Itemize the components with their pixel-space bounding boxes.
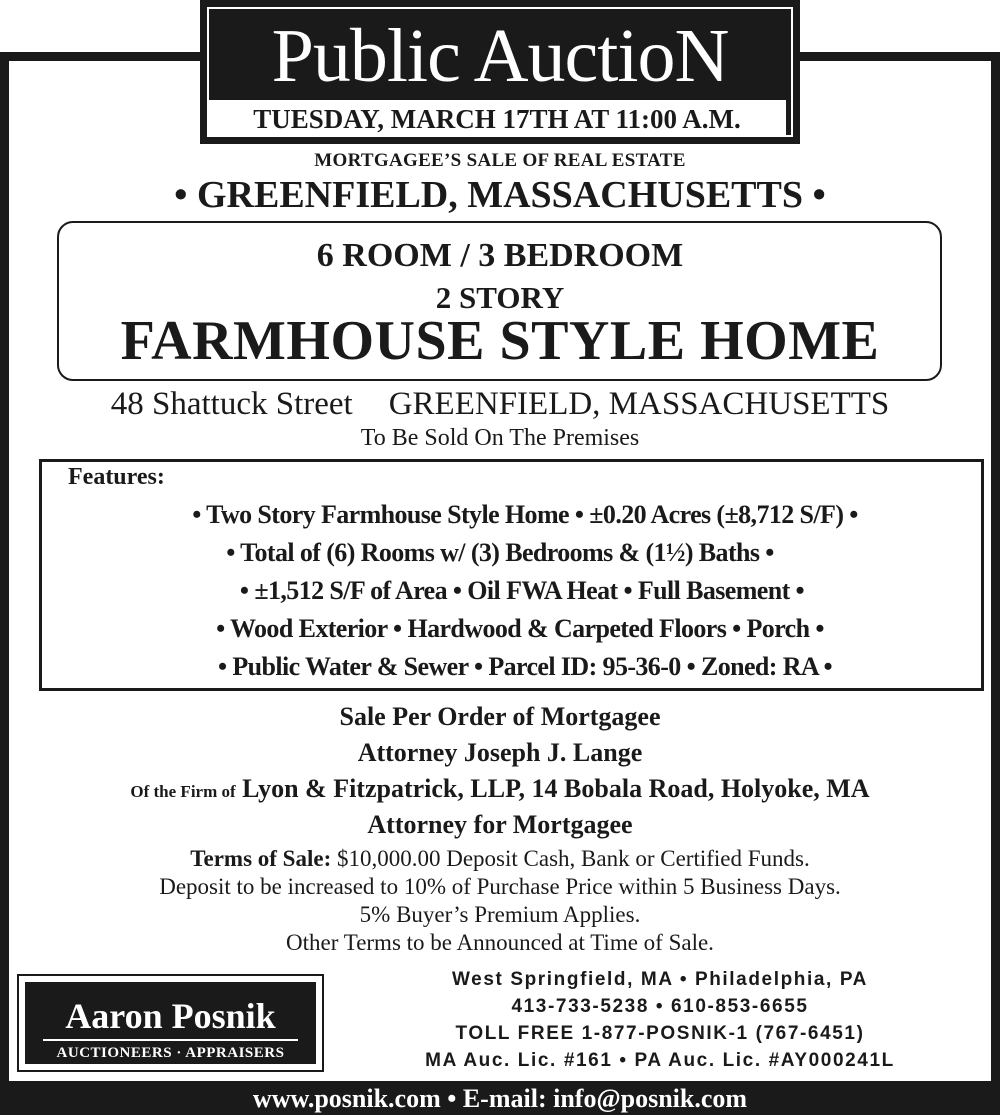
- sale-type-subtitle: MORTGAGEE’S SALE OF REAL ESTATE: [314, 150, 686, 171]
- features-label: Features:: [68, 464, 165, 490]
- address-city-state: GREENFIELD, MASSACHUSETTS: [388, 386, 890, 422]
- contact-phones: 413-733-5238 • 610-853-6655: [511, 996, 809, 1017]
- logo-company-name: Aaron Posnik: [65, 996, 276, 1036]
- logo-divider: [43, 1039, 298, 1041]
- feature-line: • Total of (6) Rooms w/ (3) Bedrooms & (1½) Baths •: [226, 538, 774, 567]
- feature-line: • Public Water & Sewer • Parcel ID: 95-36-0 • Zoned: RA •: [217, 652, 833, 681]
- sale-order: Sale Per Order of Mortgagee: [339, 702, 661, 731]
- contact-toll-free: TOLL FREE 1-877-POSNIK-1 (767-6451): [455, 1023, 865, 1044]
- property-stories: 2 STORY: [435, 280, 565, 315]
- street-address: 48 Shattuck Street: [110, 386, 353, 422]
- feature-line: • Two Story Farmhouse Style Home • ±0.20 Acres (±8,712 S/F) •: [192, 500, 858, 529]
- feature-line: • ±1,512 S/F of Area • Oil FWA Heat • Full Basement •: [239, 576, 805, 605]
- terms-line: Other Terms to be Announced at Time of Sale.: [286, 930, 714, 955]
- contact-licenses: MA Auc. Lic. #161 • PA Auc. Lic. #AY000241L: [425, 1050, 895, 1071]
- premises-note: To Be Sold On The Premises: [360, 425, 640, 451]
- terms-label: Terms of Sale:: [190, 846, 332, 871]
- page-title: Public AuctioN: [271, 14, 729, 98]
- contact-locations: West Springfield, MA • Philadelphia, PA: [451, 969, 868, 990]
- logo-panel: [25, 982, 316, 1064]
- city-heading: • GREENFIELD, MASSACHUSETTS •: [174, 174, 826, 216]
- firm-prefix: Of the Firm of: [130, 782, 236, 801]
- attorney-role: Attorney for Mortgagee: [367, 810, 633, 839]
- feature-line: • Wood Exterior • Hardwood & Carpeted Floors • Porch •: [216, 614, 824, 643]
- terms-line: 5% Buyer’s Premium Applies.: [359, 902, 641, 927]
- terms-deposit: $10,000.00 Deposit Cash, Bank or Certified Funds.: [336, 846, 810, 871]
- logo-tagline: AUCTIONEERS · APPRAISERS: [56, 1045, 285, 1061]
- terms-of-sale: [0, 845, 1000, 873]
- property-address: [0, 385, 1000, 423]
- law-firm: [0, 773, 1000, 808]
- footer-web-email: www.posnik.com • E-mail: info@posnik.com: [252, 1084, 748, 1113]
- auctioneer-logo: [17, 974, 324, 1072]
- property-rooms: 6 ROOM / 3 BEDROOM: [316, 237, 684, 274]
- attorney-name: Attorney Joseph J. Lange: [357, 738, 643, 767]
- property-style: FARMHOUSE STYLE HOME: [120, 310, 880, 372]
- auction-date-time: TUESDAY, MARCH 17TH AT 11:00 A.M.: [253, 104, 741, 134]
- terms-line: Deposit to be increased to 10% of Purchase Price within 5 Business Days.: [159, 874, 841, 899]
- firm-name-address: Lyon & Fitzpatrick, LLP, 14 Bobala Road, Holyoke, MA: [242, 774, 870, 803]
